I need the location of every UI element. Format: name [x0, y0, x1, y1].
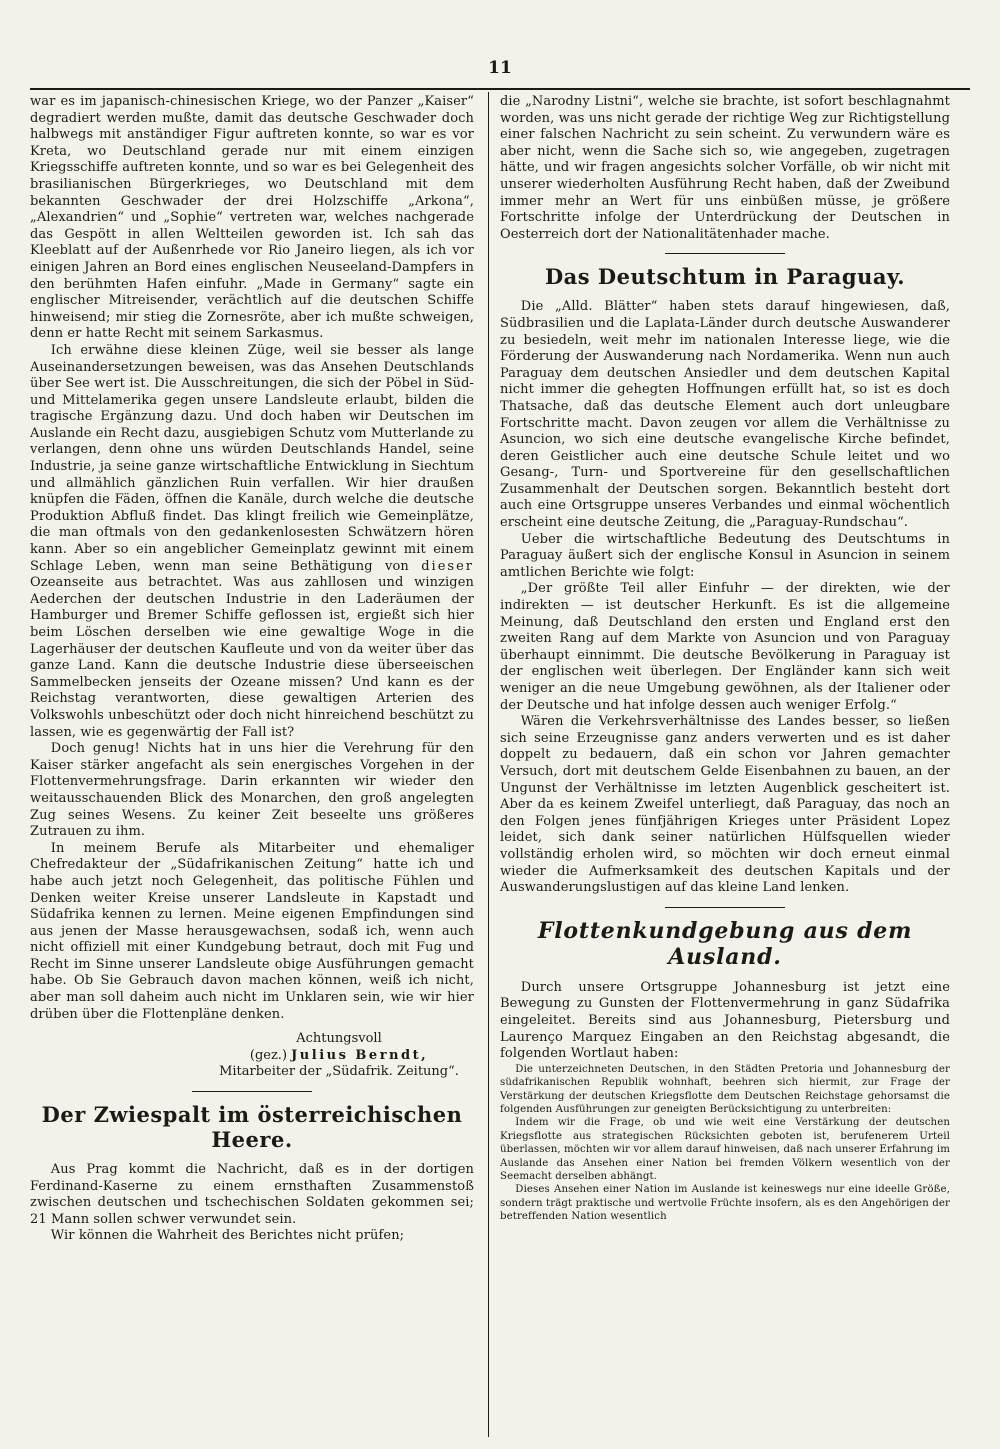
article-heading: Der Zwiespalt im österreichischen Heere. — [41, 1102, 463, 1153]
page-number: 11 — [488, 58, 512, 78]
article-heading: Das Deutschtum in Paraguay. — [544, 264, 906, 290]
paragraph: die „Narodny Listni“, welche sie brachte, ist sofort beschlagnahmt worden, was uns nicht gerade der richtige Weg zur Richtigstellung einer falschen Nachricht zu sein scheint. Zu verwundern wäre es aber nicht, wenn die Sache sich so, wie angegeben, zugetragen hätte, und wir fragen angesichts solcher Vorfälle, ob wir nicht mit unserer wiederholten Ausführung Recht haben, daß der Zweibund immer mehr an Wert für uns einbüßen müsse, je größere Fortschritte infolge der Unterdrückung der Deutschen in Oesterreich dort der Nationalitätenhader mache. — [500, 94, 950, 242]
article-heading: Flottenkundgebung aus dem Ausland. — [537, 917, 913, 970]
paragraph: Wären die Verkehrsverhältnisse des Landes besser, so ließen sich seine Erzeugnisse ganz anders verwerten und es ist daher doppelt zu bedauern, daß ein schon vor Jahren gemachter Versuch, dort mit deutschem Gelde Eisenbahnen zu bauen, an der Ungunst der Verhältnisse im letzten Augenblick gescheitert ist. Aber da es keinem Zweifel unterliegt, daß Paraguay, das noch an den Folgen jenes fünfjährigen Krieges unter Präsident Lopez leidet, sich dank seiner natürlichen Hülfsquellen wieder vollständig erholen wird, so möchten wir doch erneut einmal wieder die Aufmerksamkeit des deutschen Kapitals und der Auswanderungslustigen auf das kleine Land lenken. — [500, 714, 950, 896]
paragraph: Durch unsere Ortsgruppe Johannesburg ist jetzt eine Bewegung zu Gunsten der Flottenvermehrung in ganz Südafrika eingeleitet. Bereits sind aus Johannesburg, Pietersburg und Laurenço Marquez Eingaben an den Reichstag abgesandt, die folgenden Wortlaut haben: — [500, 979, 950, 1062]
right-column — [500, 94, 950, 1439]
section-divider — [665, 907, 785, 908]
paragraph: Ueber die wirtschaftliche Bedeutung des Deutschtums in Paraguay äußert sich der englische Konsul in Asuncion in seinem amtlichen Berichte wie folgt: — [500, 531, 950, 580]
paragraph — [30, 343, 474, 741]
signature-prefix: (gez.) — [249, 1047, 288, 1063]
signature-role: Mitarbeiter der „Südafrik. Zeitung“. — [219, 1064, 459, 1080]
paragraph: Wir können die Wahrheit des Berichtes nicht prüfen; — [50, 1228, 405, 1244]
petition-text: Dieses Ansehen einer Nation im Auslande ist keineswegs nur eine ideelle Größe, sondern trägt praktische und wertvolle Früchte insofern, als es den Angehörigen der betreffenden Nation wesentlich — [500, 1184, 950, 1223]
signature-name-line — [210, 1048, 468, 1065]
petition-text: Indem wir die Frage, ob und wie weit eine Verstärkung der deutschen Kriegsflotte aus strategischen Rücksichten geboten ist, berufenerem Urteil überlassen, möchten wir vor allem darauf hinweisen, daß nach unserer Erfahrung im Auslande das Ansehen einer Nation bei fremden Völkern wesentlich von der Seemacht derselben abhängt. — [500, 1117, 950, 1182]
left-column — [30, 94, 474, 1439]
paragraph: Aus Prag kommt die Nachricht, daß es in der dortigen Ferdinand-Kaserne zu einem ernsthaften Zusammenstoß zwischen deutschen und tschechischen Soldaten gekommen sei; 21 Mann sollen schwer verwundet sein. — [30, 1162, 474, 1227]
paragraph: Doch genug! Nichts hat in uns hier die Verehrung für den Kaiser stärker angefacht als sein energisches Vorgehen in der Flottenvermehrungsfrage. Darin erkannten wir wieder den weitausschauenden Blick des Monarchen, den groß angelegten Zug seines Wesens. Zu keiner Zeit beseelte uns größeres Zutrauen zu ihm. — [30, 741, 474, 840]
petition-text: Die unterzeichneten Deutschen, in den Städten Pretoria und Johannesburg der südafrikanischen Republik wohnhaft, beehren sich hiermit, zur Frage der Verstärkung der deutschen Kriegsflotte dem Deutschen Reichstage gehorsamst die folgenden Ausführungen zur geneigten Berücksichtigung zu unterbreiten: — [500, 1063, 950, 1115]
text-run: Ich erwähne diese kleinen Züge, weil sie besser als lange Auseinandersetzungen beweisen, was das Ansehen Deutschlands über See wert ist. Die Ausschreitungen, die sich der Pöbel in Süd- und Mittelamerika gegen unsere Landsleute erlaubt, bilden die tragische Ergänzung dazu. Und doch haben wir Deutschen im Auslande ein Recht dazu, ausgiebigen Schutz vom Mutterlande zu verlangen, denn ohne uns würden Deutschlands Handel, seine Industrie, ja seine ganze wirtschaftliche Entwicklung in Siechtum und allmählich gänzlichen Ruin verfallen. Wir hier draußen knüpfen die Fäden, öffnen die Kanäle, durch welche die deutsche Produktion Abfluß findet. Das klingt freilich wie Gemeinplätze, die man oftmals von den gedankenlosesten Schwätzern hören kann. Aber so ein angeblicher Gemeinplatz gewinnt mit einem Schlage Leben, wenn man seine Bethätigung von — [30, 342, 474, 574]
emphasized-word: dieser — [421, 558, 474, 574]
text-run: Ozeanseite aus betrachtet. Was aus zahllosen und winzigen Aederchen der deutschen Industrie in den Laderäumen der Hamburger und Bremer Schiffe geflossen ist, ergießt sich hier beim Löschen derselben wie eine gewaltige Woge in die Lagerhäuser der deutschen Kaufleute und von da weiter über das ganze Land. Kann die deutsche Industrie diese überseeischen Sammelbecken jenseits der Ozeane missen? Und kann es der Reichstag verantworten, diese gewaltigen Arterien des Volkswohls unbeschützt oder doch nicht hinreichend beschützt zu lassen, wie es gegenwärtig der Fall ist? — [30, 575, 474, 740]
column-divider — [488, 92, 489, 1437]
signature-name: Julius Berndt, — [291, 1047, 429, 1063]
quotation: „Der größte Teil aller Einfuhr — der direkten, wie der indirekten — ist deutscher Herkunft. Es ist die allgemeine Meinung, daß Deutschland den ersten und England erst den zweiten Rang auf dem Markte von Asuncion und von Paraguay überhaupt einnimmt. Die deutsche Bevölkerung in Paraguay ist der englischen weit überlegen. Der Engländer kann sich weit weniger an die neue Umgebung gewöhnen, als der Italiener oder der Deutsche und hat infolge dessen auch weniger Erfolg.“ — [500, 581, 950, 713]
signature-closing: Achtungsvoll — [296, 1031, 382, 1047]
section-divider — [665, 253, 785, 254]
header-rule — [30, 88, 970, 90]
paragraph: In meinem Berufe als Mitarbeiter und ehemaliger Chefredakteur der „Südafrikanischen Zeitung“ hatte ich und habe auch jetzt noch Gelegenheit, das politische Fühlen und Denken weiter Kreise unserer Landsleute in Kapstadt und Südafrika kennen zu lernen. Meine eigenen Empfindungen sind aus jenen der Masse herausgewachsen, sodaß ich, wenn auch nicht offiziell mit einer Kundgebung betraut, doch mit Fug und Recht im Sinne unserer Landsleute obige Ausführungen gemacht habe. Ob Sie Gebrauch davon machen können, weiß ich nicht, aber man soll daheim auch nicht im Unklaren sein, wie wir hier drüben über die Flottenpläne denken. — [30, 840, 474, 1022]
signature-block — [30, 1031, 474, 1081]
paragraph: war es im japanisch-chinesischen Kriege, wo der Panzer „Kaiser“ degradiert werden mußte, damit das deutsche Geschwader doch halbwegs mit anständiger Figur auftreten konnte, so war es vor Kreta, wo Deutschland gerade nur mit einem einzigen Kriegsschiffe auftreten konnte, und so war es bei Gelegenheit des brasilianischen Bürgerkrieges, wo Deutschland mit dem bekannten Geschwader der drei Holzschiffe „Arkona“, „Alexandrien“ und „Sophie“ vertreten war, welches nachgerade das Gespött in allen Weltteilen geworden ist. Ich sah das Kleeblatt auf der Außenrhede vor Rio Janeiro liegen, als ich vor einigen Jahren an Bord eines englischen Neuseeland-Dampfers in den berühmten Hafen einfuhr. „Made in Germany“ sagte ein englischer Mitreisender, verächtlich auf die deutschen Schiffe hinweisend; mir stieg die Zornesröte, aber ich mußte schweigen, denn er hatte Recht mit seinem Sarkasmus. — [30, 94, 474, 342]
section-divider — [192, 1091, 312, 1092]
paragraph: Die „Alld. Blätter“ haben stets darauf hingewiesen, daß, Südbrasilien und die Laplata-Länder durch deutsche Auswanderer zu besiedeln, weit mehr im nationalen Interesse liege, wie die Förderung der Auswanderung nach Nordamerika. Wenn nun auch Paraguay dem deutschen Ansiedler und dem deutschen Kapital nicht immer die gehegten Hoffnungen erfüllt hat, so ist es doch Thatsache, daß das deutsche Element auch dort unleugbare Fortschritte macht. Davon zeugen vor allem die Verhältnisse zu Asuncion, wo sich eine deutsche evangelische Kirche befindet, deren Geistlicher auch eine deutsche Schule leitet und wo Gesang-, Turn- und Sportvereine für den gesellschaftlichen Zusammenhalt der Deutschen sorgen. Bekanntlich besteht dort auch eine Ortsgruppe unseres Verbandes und einmal wöchentlich erscheint eine deutsche Zeitung, die „Paraguay-Rundschau“. — [500, 299, 950, 531]
